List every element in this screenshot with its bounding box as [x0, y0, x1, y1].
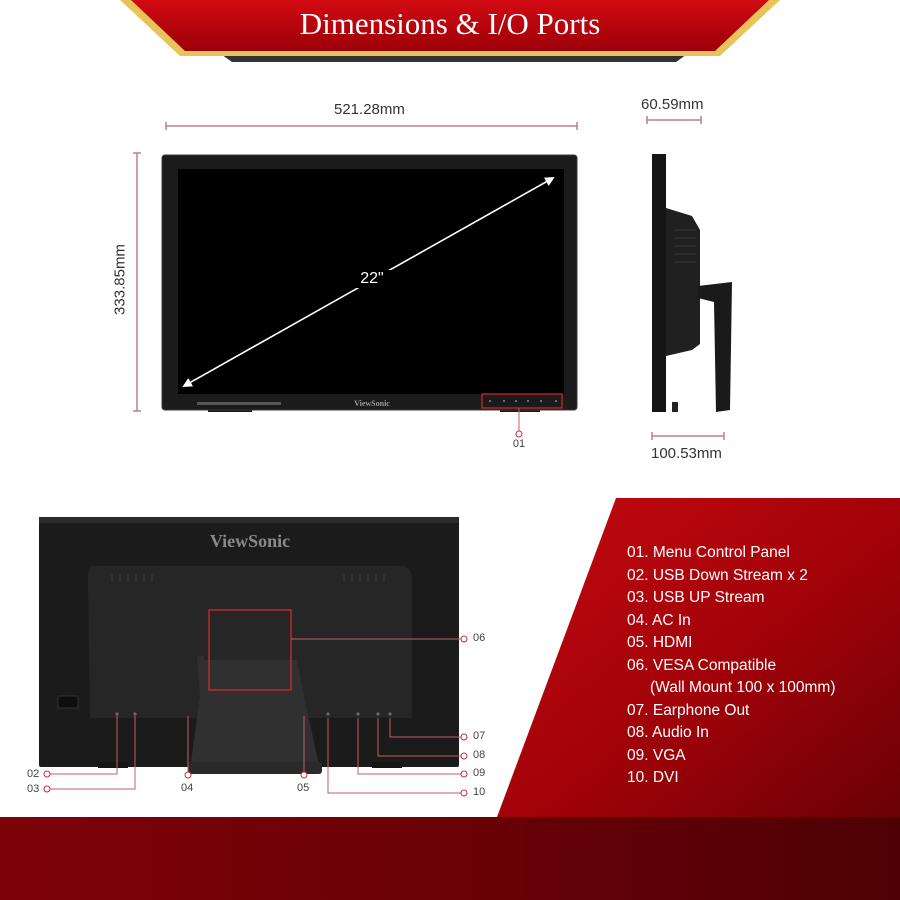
front-brand-logo: ViewSonic: [354, 399, 390, 408]
port-item-usb-up-stream: 03. USB UP Stream: [627, 589, 765, 606]
callout-10: 10: [473, 786, 486, 798]
port-item-hdmi: 05. HDMI: [627, 634, 693, 651]
depth-top-label: 60.59mm: [641, 96, 704, 113]
port-item-dvi: 10. DVI: [627, 769, 679, 786]
back-brand-logo: ViewSonic: [209, 531, 291, 551]
height-dimension-label: 333.85mm: [111, 244, 129, 315]
callout-02: 02: [27, 768, 40, 780]
port-item-earphone-out: 07. Earphone Out: [627, 701, 750, 719]
port-list: [627, 542, 836, 790]
callout-05: 05: [297, 782, 310, 794]
callout-09: 09: [473, 767, 486, 779]
port-item-menu-control-panel: 01. Menu Control Panel: [627, 544, 790, 561]
width-dimension-label: 521.28mm: [334, 101, 405, 118]
port-item-usb-down-stream: 02. USB Down Stream x 2: [627, 566, 808, 584]
port-item-ac-in: 04. AC In: [627, 611, 691, 629]
callout-04: 04: [181, 782, 194, 794]
depth-bottom-label: 100.53mm: [651, 445, 722, 462]
callout-03: 03: [27, 783, 40, 795]
callout-01: 01: [512, 438, 526, 450]
port-item-audio-in: 08. Audio In: [627, 724, 709, 741]
callout-08: 08: [473, 749, 486, 761]
callout-07: 07: [473, 730, 486, 742]
port-item-vesa-note: (Wall Mount 100 x 100mm): [650, 679, 836, 696]
port-item-vesa: 06. VESA Compatible: [627, 656, 777, 674]
diagonal-size-label: 22": [350, 270, 394, 288]
port-item-vga: 09. VGA: [627, 746, 686, 764]
callout-06: 06: [473, 632, 486, 644]
page-title: Dimensions & I/O Ports: [299, 6, 601, 41]
